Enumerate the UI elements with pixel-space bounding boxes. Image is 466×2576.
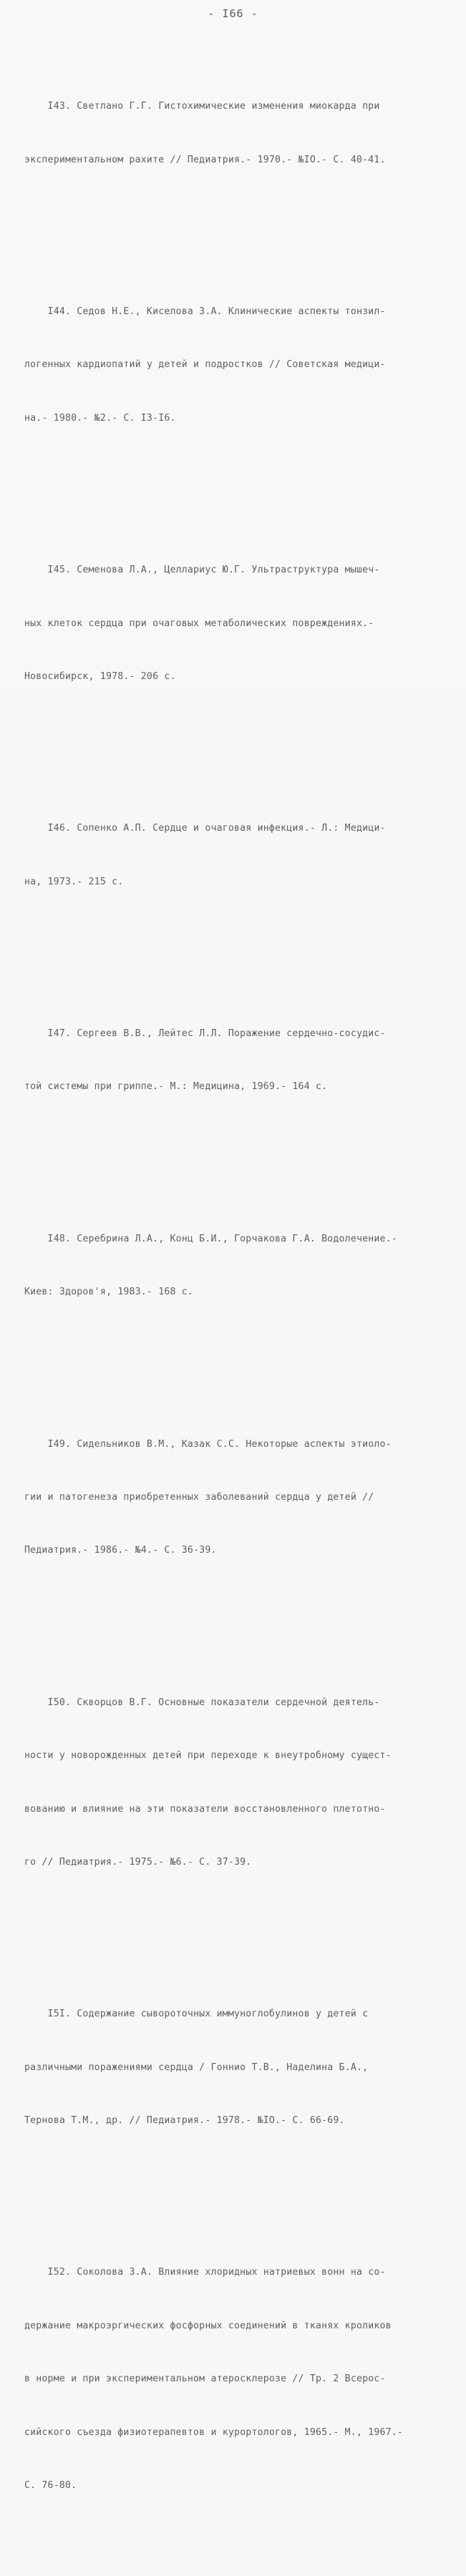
reference-line: различными поражениями сердца / Гоннио Т.В., Наделина Б.А., xyxy=(24,2062,369,2073)
reference-line: I48. Серебрина Л.А., Конц Б.И., Горчакова Г.А. Водолечение.- xyxy=(24,1233,397,1244)
reference-line: логенных кардиопатий у детей и подростков // Советская медици- xyxy=(24,359,386,371)
reference-item xyxy=(24,1400,450,1596)
reference-line: I44. Седов Н.Е., Киселова З.А. Клинические аспекты тонзил- xyxy=(24,306,386,317)
reference-line: той системы при гриппе.- М.: Медицина, 1969.- 164 с. xyxy=(24,1081,328,1093)
reference-item xyxy=(24,1971,450,2166)
reference-line: С. 76-80. xyxy=(24,2479,77,2491)
reference-line: ных клеток сердца при очаговых метаболических повреждениях.- xyxy=(24,618,374,629)
reference-item xyxy=(24,785,450,927)
reference-line: I47. Сергеев В.В., Лейтес Л.Л. Поражение сердечно-сосудис- xyxy=(24,1028,386,1040)
reference-line: Киев: Здоров'я, 1983.- 168 с. xyxy=(24,1287,194,1298)
reference-line: I52. Соколова З.А. Влияние хлоридных натриевых вонн на со- xyxy=(24,2267,386,2278)
reference-line: го // Педиатрия.- 1975.- №6.- С. 37-39. xyxy=(24,1856,252,1868)
reference-line: на.- 1980.- №2.- С. I3-I6. xyxy=(24,412,176,424)
reference-item xyxy=(24,527,450,722)
reference-line: экспериментальном рахите // Педиатрия.- 1970.- №IO.- С. 40-41. xyxy=(24,154,386,165)
reference-item xyxy=(24,268,450,463)
reference-line: I5I. Содержание сывороточных иммуноглобулинов у детей с xyxy=(24,2009,369,2020)
reference-line: на, 1973.- 215 с. xyxy=(24,876,124,887)
reference-line: сийского съезда физиотерапевтов и курортологов, 1965.- М., 1967.- xyxy=(24,2426,404,2438)
page-number: - I66 - xyxy=(208,7,258,20)
reference-item xyxy=(24,1659,450,1907)
reference-line: Педиатрия.- 1986.- №4.- С. 36-39. xyxy=(24,1545,217,1556)
reference-line: ности у новорожденных детей при переходе к внеутробному сущест- xyxy=(24,1750,392,1762)
reference-line: в норме и при экспериментальном атеросклерозе // Тр. 2 Всерос- xyxy=(24,2373,386,2385)
reference-item xyxy=(24,63,450,205)
reference-item xyxy=(24,990,450,1131)
reference-line: I43. Светлано Г.Г. Гистохимические изменения миокарда при xyxy=(24,101,380,112)
reference-line: I49. Сидельников В.М., Казак С.С. Некоторые аспекты этиоло- xyxy=(24,1438,392,1450)
reference-item xyxy=(24,2229,450,2531)
reference-line: I46. Сопенко А.П. Сердце и очаговая инфекция.- Л.: Медици- xyxy=(24,823,386,834)
reference-line: Тернова Т.М., др. // Педиатрия.- 1978.- №IO.- С. 66-69. xyxy=(24,2115,345,2127)
reference-item xyxy=(24,1195,450,1337)
reference-line: I45. Семенова Л.А., Целлариус Ю.Г. Ультраструктура мышеч- xyxy=(24,565,380,576)
reference-list xyxy=(24,27,450,2576)
reference-line: гии и патогенеза приобретенных заболеваний сердца у детей // xyxy=(24,1491,374,1503)
reference-line: держание макроэргических фосфорных соединений в тканях кроликов xyxy=(24,2320,392,2331)
reference-line: Новосибирск, 1978.- 206 с. xyxy=(24,670,176,682)
reference-line: вованию и влияние на эти показатели восстановленного плетотно- xyxy=(24,1803,386,1815)
reference-line: I50. Скворцов В.Г. Основные показатели сердечной деятель- xyxy=(24,1697,380,1708)
